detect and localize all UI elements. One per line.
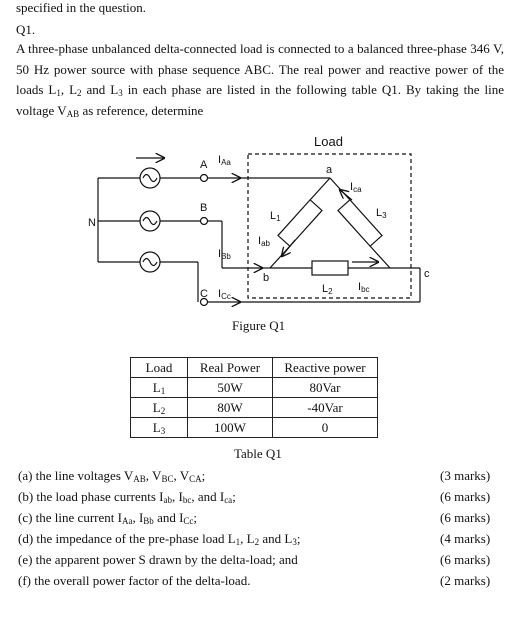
intro-text-2: , L <box>60 82 78 97</box>
label-I-Cc: ICc <box>218 288 231 301</box>
node-N: N <box>88 217 96 229</box>
intro-sub-ab: AB <box>66 108 80 119</box>
intro-text-4: in each phase are listed in the following table Q1. By taking the line voltage V <box>16 82 504 118</box>
question-d: (d) the impedance of the pre-phase load $L_1$, $L_2$ and $L_3$; <box>18 531 301 547</box>
table-cell-load: $L_2$ <box>131 398 188 418</box>
marks-e: (6 marks) <box>440 552 491 567</box>
marks-d: (4 marks) <box>440 531 491 546</box>
label-I-Aa: IAa <box>218 154 231 167</box>
node-A: A <box>200 159 208 171</box>
intro-sub-1: 1 <box>56 88 61 98</box>
node-c: c <box>424 268 430 280</box>
intro-text-5: as reference, determine <box>79 102 204 118</box>
label-I-ab: Iab <box>258 235 270 248</box>
label-L2: L2 <box>322 283 333 296</box>
node-a: a <box>326 164 333 176</box>
load-L2 <box>312 261 348 275</box>
marks-a: (3 marks) <box>440 468 491 483</box>
figure-caption: Figure Q1 <box>232 318 286 333</box>
label-L3: L3 <box>376 207 387 220</box>
load-label: Load <box>314 134 343 149</box>
marks-f: (2 marks) <box>440 573 491 588</box>
question-e: (e) the apparent power S drawn by the delta-load; and <box>18 552 298 567</box>
table-cell-real: 50W <box>188 378 273 398</box>
node-b: b <box>263 272 270 284</box>
table-cell-load: $L_3$ <box>131 418 188 438</box>
table-cell-reactive: 0 <box>273 418 378 438</box>
table-row <box>131 398 378 418</box>
table-row <box>131 418 378 438</box>
table-header: Reactive power <box>273 358 378 378</box>
intro-text-3: and L <box>81 82 119 97</box>
table-caption: Table Q1 <box>234 446 282 461</box>
arrow-I-ab <box>282 240 295 256</box>
table-row <box>131 378 378 398</box>
question-a: (a) the line voltages $V_{AB}$, $V_{BC}$, $V_{CA}$; <box>18 468 206 484</box>
label-L1: L1 <box>270 210 281 223</box>
cut-off-text: specified in the question. <box>16 0 146 15</box>
question-f: (f) the overall power factor of the delta-load. <box>18 573 251 588</box>
node-C: C <box>200 288 208 300</box>
question-number: Q1. <box>16 22 36 37</box>
table-cell-real: 80W <box>188 398 273 418</box>
table-cell-load: $L_1$ <box>131 378 188 398</box>
marks-b: (6 marks) <box>440 489 491 504</box>
marks-c: (6 marks) <box>440 510 491 525</box>
terminal-A <box>201 175 208 182</box>
label-I-Bb: IBb <box>218 248 231 261</box>
terminal-B <box>201 218 208 225</box>
table-cell-reactive: 80Var <box>273 378 378 398</box>
intro-text-1: A three-phase unbalanced delta-connected load is connected to a balanced three-phase 346 V, 50 Hz power source with phase sequence ABC. The real power and reactive power of the loads L <box>16 41 504 97</box>
table-cell-reactive: -40Var <box>273 398 378 418</box>
question-c: (c) the line current $I_{Aa}$, $I_{Bb}$ and $I_{Cc}$; <box>18 510 198 526</box>
table-header-row <box>131 358 378 378</box>
intro-sub-3: 3 <box>118 88 123 98</box>
table-header: Load <box>131 358 188 378</box>
table-cell-real: 100W <box>188 418 273 438</box>
power-table <box>130 357 378 438</box>
question-b: (b) the load phase currents $I_{ab}$, $I_{bc}$, and $I_{ca}$; <box>18 489 236 505</box>
intro-sub-2: 2 <box>77 88 82 98</box>
label-I-bc: Ibc <box>358 281 370 294</box>
label-I-ca: Ica <box>350 181 362 194</box>
node-B: B <box>200 202 208 214</box>
load-L1 <box>278 200 322 246</box>
table-header: Real Power <box>188 358 273 378</box>
